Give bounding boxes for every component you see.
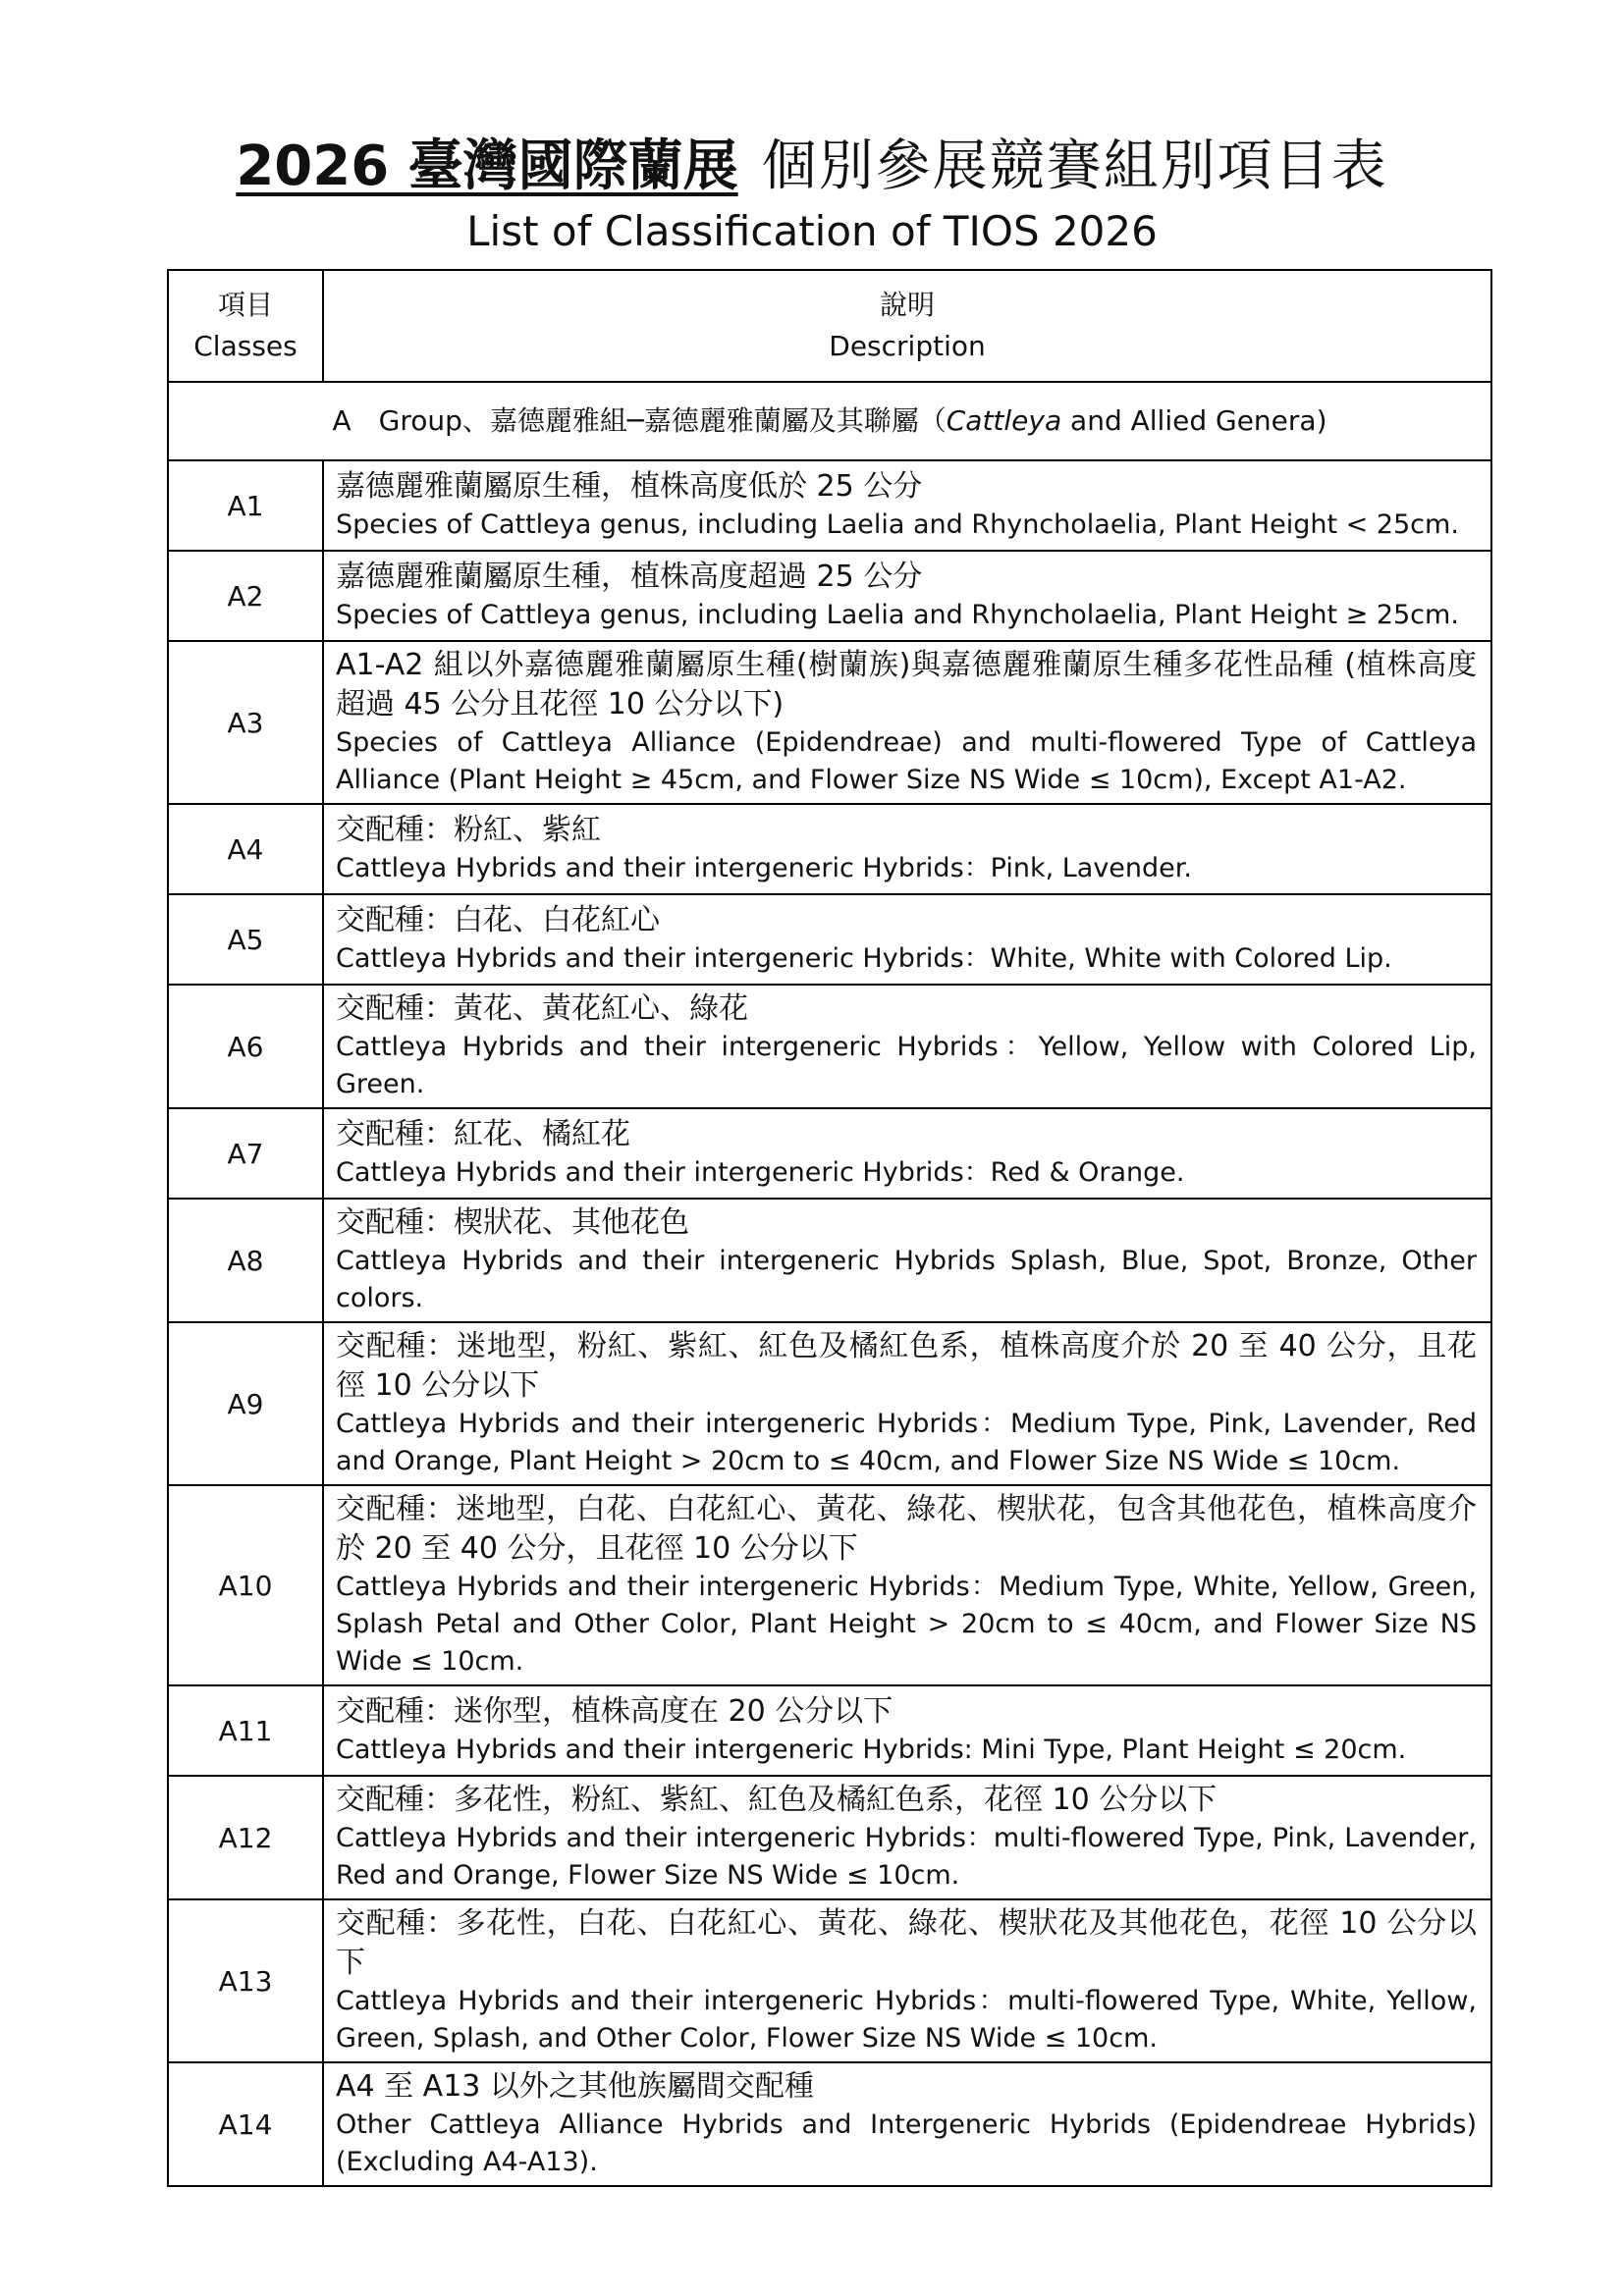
group-heading (168, 382, 1491, 460)
table-row (168, 1322, 1491, 1485)
description-cell (323, 1899, 1491, 2062)
description-cell (323, 551, 1491, 641)
class-code-cell: A1 (168, 460, 323, 551)
header-classes-cell (168, 270, 323, 382)
table-row (168, 985, 1491, 1108)
title-english: List of Classification of TIOS 2026 (466, 207, 1158, 255)
group-row (168, 382, 1491, 460)
description-cell (323, 1776, 1491, 1899)
class-code-cell: A11 (168, 1685, 323, 1776)
description-zh: 交配種：迷地型，粉紅、紫紅、紅色及橘紅色系，植株高度介於 20 至 40 公分，且花徑 10 公分以下 (336, 1329, 1477, 1403)
table-body (168, 460, 1491, 2186)
table-row (168, 1899, 1491, 2062)
document-title (0, 130, 1624, 259)
description-zh: 嘉德麗雅蘭屬原生種，植株高度低於 25 公分 (336, 469, 923, 504)
header-description-cell (323, 270, 1491, 382)
description-cell (323, 460, 1491, 551)
description-en: Cattleya Hybrids and their intergeneric Hybrids：Medium Type, White, Yellow, Green, Splash Petal and Other Color, Plant Height > 20cm to ≤ 40cm, and Flower Size NS Wide ≤ 10cm. (336, 1572, 1477, 1677)
title-sub: 個別參展競賽組別項目表 (761, 134, 1388, 198)
description-cell (323, 1322, 1491, 1485)
table-row (168, 1108, 1491, 1199)
description-zh: 交配種：多花性，粉紅、紫紅、紅色及橘紅色系，花徑 10 公分以下 (336, 1783, 1218, 1817)
class-code-cell: A8 (168, 1199, 323, 1322)
group-suffix: and Allied Genera) (1061, 404, 1327, 437)
description-cell (323, 1485, 1491, 1685)
table-row (168, 1199, 1491, 1322)
description-en: Cattleya Hybrids and their intergeneric Hybrids: Mini Type, Plant Height ≤ 20cm. (336, 1735, 1407, 1765)
description-zh: 交配種：迷地型，白花、白花紅心、黃花、綠花、楔狀花，包含其他花色，植株高度介於 20 至 40 公分，且花徑 10 公分以下 (336, 1492, 1477, 1566)
class-code-cell: A12 (168, 1776, 323, 1899)
description-zh: 交配種：白花、白花紅心 (336, 903, 660, 937)
description-en: Species of Cattleya Alliance (Epidendreae) and multi-flowered Type of Cattleya Alliance (Plant Height ≥ 45cm, and Flower Size NS Wide ≤ 10cm), Except A1-A2. (336, 727, 1477, 795)
description-zh: 交配種：黃花、黃花紅心、綠花 (336, 991, 748, 1026)
description-cell (323, 641, 1491, 804)
description-cell (323, 2062, 1491, 2186)
description-en: Cattleya Hybrids and their intergeneric Hybrids：Yellow, Yellow with Colored Lip, Green. (336, 1032, 1477, 1099)
table-row (168, 460, 1491, 551)
header-description-en: Description (829, 330, 986, 362)
table-row (168, 551, 1491, 641)
description-cell (323, 1108, 1491, 1199)
description-en: Species of Cattleya genus, including Laelia and Rhyncholaelia, Plant Height < 25cm. (336, 509, 1459, 540)
title-main: 2026 臺灣國際蘭展 (236, 134, 738, 198)
table-header-row (168, 270, 1491, 382)
class-code-cell: A10 (168, 1485, 323, 1685)
description-zh: A1-A2 組以外嘉德麗雅蘭屬原生種(樹蘭族)與嘉德麗雅蘭原生種多花性品種 (植株高度超過 45 公分且花徑 10 公分以下) (336, 648, 1477, 721)
class-code-cell: A6 (168, 985, 323, 1108)
group-prefix: A Group、嘉德麗雅組─嘉德麗雅蘭屬及其聯屬（ (332, 404, 947, 437)
table-row (168, 1685, 1491, 1776)
group-italic: Cattleya (946, 404, 1062, 437)
class-code-cell: A4 (168, 804, 323, 894)
description-zh: 交配種：迷你型，植株高度在 20 公分以下 (336, 1694, 893, 1729)
class-code-cell: A2 (168, 551, 323, 641)
class-code-cell: A14 (168, 2062, 323, 2186)
description-en: Cattleya Hybrids and their intergeneric Hybrids Splash, Blue, Spot, Bronze, Other colors. (336, 1246, 1477, 1313)
description-en: Cattleya Hybrids and their intergeneric Hybrids：Red & Orange. (336, 1157, 1185, 1188)
description-en: Species of Cattleya genus, including Laelia and Rhyncholaelia, Plant Height ≥ 25cm. (336, 600, 1459, 630)
title-line (0, 130, 1624, 204)
class-code-cell: A3 (168, 641, 323, 804)
description-en: Cattleya Hybrids and their intergeneric Hybrids：White, White with Colored Lip. (336, 943, 1392, 974)
description-en: Other Cattleya Alliance Hybrids and Intergeneric Hybrids (Epidendreae Hybrids) (Excluding A4-A13). (336, 2109, 1477, 2177)
class-code-cell: A13 (168, 1899, 323, 2062)
description-en: Cattleya Hybrids and their intergeneric Hybrids：multi-flowered Type, Pink, Lavender, Red and Orange, Flower Size NS Wide ≤ 10cm. (336, 1823, 1477, 1891)
description-cell (323, 985, 1491, 1108)
class-code-cell: A7 (168, 1108, 323, 1199)
description-en: Cattleya Hybrids and their intergeneric Hybrids：Pink, Lavender. (336, 853, 1192, 883)
table-row (168, 2062, 1491, 2186)
class-code-cell: A5 (168, 894, 323, 985)
header-classes-en: Classes (193, 330, 298, 362)
table-row (168, 804, 1491, 894)
description-cell (323, 1685, 1491, 1776)
table-row (168, 1485, 1491, 1685)
description-cell (323, 804, 1491, 894)
description-zh: 交配種：紅花、橘紅花 (336, 1117, 630, 1151)
header-classes-zh: 項目 (217, 289, 273, 321)
table-row (168, 1776, 1491, 1899)
description-zh: 交配種：粉紅、紫紅 (336, 813, 601, 847)
description-zh: 嘉德麗雅蘭屬原生種，植株高度超過 25 公分 (336, 560, 923, 594)
description-zh: 交配種：多花性，白花、白花紅心、黃花、綠花、楔狀花及其他花色，花徑 10 公分以下 (336, 1906, 1477, 1980)
description-zh: A4 至 A13 以外之其他族屬間交配種 (336, 2069, 814, 2104)
table-row (168, 641, 1491, 804)
description-en: Cattleya Hybrids and their intergeneric Hybrids：Medium Type, Pink, Lavender, Red and Orange, Plant Height > 20cm to ≤ 40cm, and Flower Size NS Wide ≤ 10cm. (336, 1409, 1477, 1476)
class-code-cell: A9 (168, 1322, 323, 1485)
description-cell (323, 1199, 1491, 1322)
classification-table (167, 269, 1492, 2187)
description-en: Cattleya Hybrids and their intergeneric Hybrids：multi-flowered Type, White, Yellow, Green, Splash, and Other Color, Flower Size NS Wide ≤ 10cm. (336, 1986, 1477, 2054)
description-zh: 交配種：楔狀花、其他花色 (336, 1205, 689, 1240)
table-row (168, 894, 1491, 985)
description-cell (323, 894, 1491, 985)
header-description-zh: 說明 (879, 289, 935, 321)
